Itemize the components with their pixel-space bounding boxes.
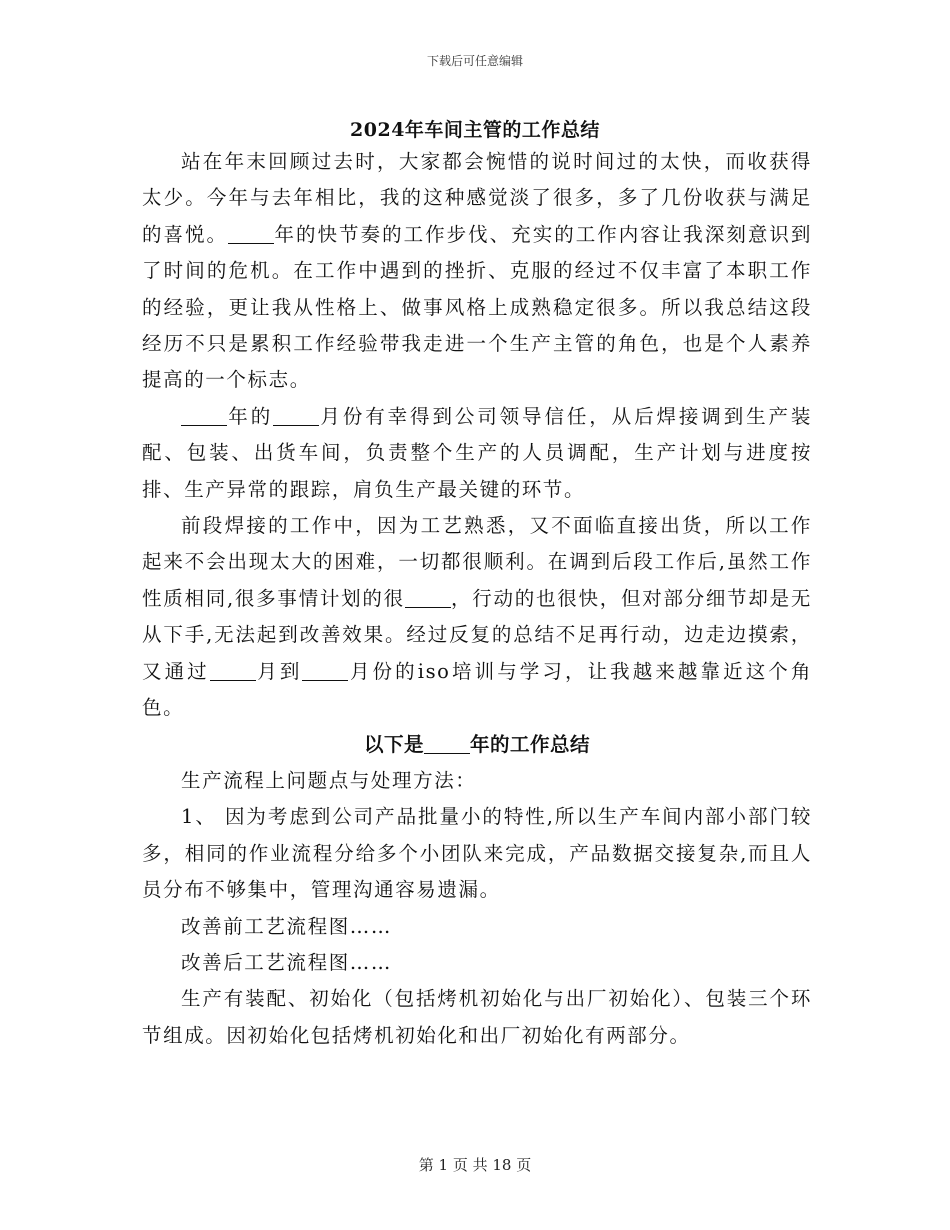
paragraph: 生产有装配、初始化（包括烤机初始化与出厂初始化）、包装三个环节组成。因初始化包括烤机初始化和出厂初始化有两部分。 — [142, 987, 812, 1047]
fill-in-blank — [228, 223, 274, 244]
fill-in-blank — [405, 587, 451, 608]
fill-in-blank — [424, 733, 470, 754]
paragraph: 改善前工艺流程图…… — [181, 914, 393, 938]
paragraph: 改善后工艺流程图…… — [181, 950, 393, 974]
paragraph: 生产流程上问题点与处理方法： — [181, 768, 477, 792]
fill-in-blank — [302, 660, 348, 681]
document-body — [142, 144, 812, 1054]
paragraph: 前段焊接的工作中，因为工艺熟悉，又不面临直接出货，所以工作起来不会出现太大的困难，一切都很顺利。在调到后段工作后,虽然工作性质相同,很多事情计划的很 ，行动的也很快，但对部分细节却是无从下手,无法起到改善效果。经过反复的总结不足再行动，边走边摸索，又通过 月到 月份的iso培训与学习，让我越来越靠近这个角色。 — [142, 514, 813, 720]
numbered-paragraph: 1、 因为考虑到公司产品批量小的特性,所以生产车间内部小部门较多，相同的作业流程分给多个小团队来完成，产品数据交接复杂,而且人员分布不够集中，管理沟通容易遗漏。 — [142, 805, 812, 902]
fill-in-blank — [210, 660, 256, 681]
document-title: 2024年车间主管的工作总结 — [350, 119, 600, 141]
paragraph: 年的 月份有幸得到公司领导信任，从后焊接调到生产装配、包装、出货车间，负责整个生产的人员调配，生产计划与进度按排、生产异常的跟踪，肩负生产最关键的环节。 — [142, 404, 813, 501]
fill-in-blank — [181, 405, 227, 426]
fill-in-blank — [273, 405, 319, 426]
paragraph: 站在年末回顾过去时，大家都会惋惜的说时间过的太快，而收获得太少。今年与去年相比，我的这种感觉淡了很多，多了几份收获与满足的喜悦。 年的快节奏的工作步伐、充实的工作内容让我深刻意识到了时间的危机。在工作中遇到的挫折、克服的经过不仅丰富了本职工作的经验，更让我从性格上、做事风格上成熟稳定很多。所以我总结这段经历不只是累积工作经验带我走进一个生产主管的角色，也是个人素养提高的一个标志。 — [142, 150, 812, 392]
section-heading: 以下是 年的工作总结 — [363, 732, 591, 756]
page-number-footer: 第 1 页 共 18 页 — [418, 1156, 532, 1174]
page-header-note: 下载后可任意编辑 — [426, 54, 523, 68]
